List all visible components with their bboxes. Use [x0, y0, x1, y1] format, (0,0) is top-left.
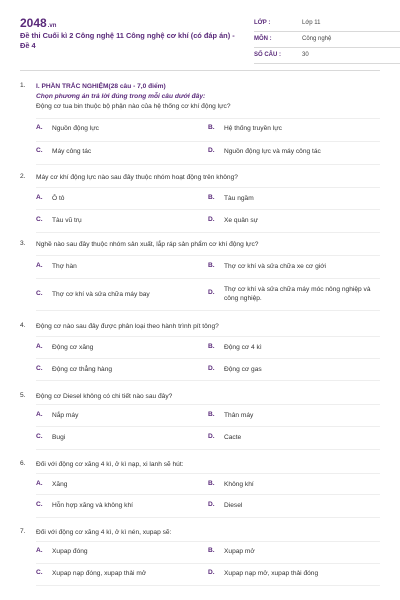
option-text: Xupap nạp đóng, xupap thải mở	[52, 570, 147, 577]
site-logo[interactable]	[20, 16, 56, 30]
option-text: Bugi	[52, 434, 66, 441]
option-separator	[36, 494, 380, 495]
option-letter: B.	[208, 124, 215, 131]
question-number: 6.	[20, 460, 26, 467]
meta-row-class	[254, 16, 400, 32]
question-number: 3.	[20, 240, 26, 247]
option-text: Không khí	[224, 481, 254, 488]
question-number: 2.	[20, 173, 26, 180]
option-separator	[36, 380, 380, 381]
question-number: 1.	[20, 82, 26, 89]
question-number: 5.	[20, 392, 26, 399]
section-instruction: Chọn phương án trả lời đúng trong mỗi câu dưới đây:	[36, 93, 206, 100]
option-letter: A.	[36, 194, 43, 201]
question-6	[20, 460, 380, 512]
option-letter: A.	[36, 262, 43, 269]
question-text: Đối với động cơ xăng 4 kì, ở kì nạp, xi lanh sẽ hút:	[36, 461, 184, 468]
option-text: Cacte	[224, 434, 242, 441]
option-text: Ô tô	[52, 195, 65, 202]
option-letter: D.	[208, 365, 215, 372]
section-title: I. PHẦN TRẮC NGHIỆM	[36, 83, 109, 90]
option-separator	[36, 232, 380, 233]
option-letter: B.	[208, 411, 215, 418]
option-text: Thợ hàn	[52, 263, 77, 270]
question-text: Động cơ tua bin thuộc bộ phận nào của hệ thống cơ khí động lực?	[36, 103, 231, 110]
option-separator	[36, 585, 380, 586]
header-divider	[20, 70, 380, 71]
option-text: Động cơ thẳng hàng	[52, 366, 113, 373]
option-letter: D.	[208, 147, 215, 154]
option-letter: A.	[36, 411, 43, 418]
option-separator	[36, 426, 380, 427]
option-separator	[36, 563, 380, 564]
meta-label: MÔN :	[254, 36, 272, 42]
option-letter: B.	[208, 480, 215, 487]
meta-row-count	[254, 48, 400, 64]
option-letter: B.	[208, 194, 215, 201]
option-text: Nguồn động lực và máy công tác	[224, 148, 321, 155]
question-7	[20, 528, 380, 580]
option-text: Tàu vũ trụ	[52, 217, 82, 224]
question-number: 7.	[20, 528, 26, 535]
option-letter: A.	[36, 480, 43, 487]
question-4	[20, 322, 380, 374]
option-letter: C.	[36, 290, 43, 297]
option-letter: D.	[208, 569, 215, 576]
option-separator	[36, 278, 380, 279]
option-text: Xupap nạp mở, xupap thải đóng	[224, 570, 319, 577]
option-text: Thân máy	[224, 412, 254, 419]
option-letter: D.	[208, 433, 215, 440]
option-letter: A.	[36, 547, 43, 554]
option-letter: D.	[208, 501, 215, 508]
option-text: Thợ cơ khí và sửa chữa máy móc nông nghiệp và công nghiệp.	[224, 286, 371, 302]
question-text: Nghề nào sau đây thuộc nhóm sản xuất, lắp ráp sản phẩm cơ khí động lực?	[36, 241, 259, 248]
option-text: Tàu ngầm	[224, 195, 254, 202]
option-letter: D.	[208, 289, 215, 296]
option-separator	[36, 310, 380, 311]
option-separator	[36, 541, 380, 542]
option-letter: C.	[36, 365, 43, 372]
question-text: Đối với động cơ xăng 4 kì, ở kì nén, xupap sẽ:	[36, 529, 172, 536]
option-text: Hệ thống truyền lực	[224, 125, 282, 132]
option-separator	[36, 141, 380, 142]
option-text: Máy công tác	[52, 148, 92, 155]
option-letter: B.	[208, 343, 215, 350]
option-text: Động cơ gas	[224, 366, 262, 373]
option-separator	[36, 517, 380, 518]
option-letter: B.	[208, 547, 215, 554]
option-letter: C.	[36, 433, 43, 440]
option-text: Xe quân sự	[224, 217, 259, 224]
section-score: (28 câu - 7,0 điểm)	[108, 83, 166, 90]
option-separator	[36, 358, 380, 359]
option-separator	[36, 118, 380, 119]
option-letter: A.	[36, 124, 43, 131]
option-text: Động cơ 4 kì	[224, 344, 262, 351]
meta-label: LỚP :	[254, 20, 271, 26]
option-letter: C.	[36, 216, 43, 223]
question-text-block	[36, 82, 376, 112]
option-letter: A.	[36, 343, 43, 350]
meta-row-subject	[254, 32, 400, 48]
question-2	[20, 173, 380, 225]
option-separator	[36, 164, 380, 165]
logo-text: 2048	[20, 16, 47, 30]
meta-label: SỐ CÂU :	[254, 52, 281, 58]
question-5	[20, 392, 380, 444]
option-text: Động cơ xăng	[52, 344, 94, 351]
question-text: Máy cơ khí động lực nào sau đây thuộc nhóm hoạt động trên không?	[36, 174, 238, 181]
question-text: Động cơ nào sau đây được phân loại theo hành trình pít tông?	[36, 323, 219, 330]
option-text: Xupap đóng	[52, 548, 88, 555]
exam-title: Đề thi Cuối kì 2 Công nghệ 11 Công nghệ cơ khí (có đáp án) - Đề 4	[20, 31, 235, 50]
option-letter: C.	[36, 147, 43, 154]
option-separator	[36, 404, 380, 405]
question-text: Động cơ Diesel không có chi tiết nào sau đây?	[36, 393, 173, 400]
option-separator	[36, 336, 380, 337]
option-text: Nắp máy	[52, 412, 79, 419]
question-3	[20, 240, 380, 302]
option-text: Xăng	[52, 481, 68, 488]
option-text: Nguồn động lực	[52, 125, 99, 132]
option-separator	[36, 255, 380, 256]
option-separator	[36, 187, 380, 188]
option-text: Thợ cơ khí và sửa chữa máy bay	[52, 291, 150, 298]
option-letter: C.	[36, 501, 43, 508]
option-text: Diesel	[224, 502, 243, 509]
meta-value: Lớp 11	[302, 20, 321, 26]
question-1	[20, 82, 380, 162]
option-text: Thợ cơ khí và sửa chữa xe cơ giới	[224, 263, 326, 270]
option-letter: B.	[208, 262, 215, 269]
option-text: Hỗn hợp xăng và không khí	[52, 502, 133, 509]
option-letter: C.	[36, 569, 43, 576]
meta-value: Công nghệ	[302, 36, 332, 42]
option-separator	[36, 449, 380, 450]
option-letter: D.	[208, 216, 215, 223]
exam-meta	[254, 16, 400, 64]
option-text: Xupap mở	[224, 548, 255, 555]
logo-text: .vn	[47, 23, 57, 29]
meta-value: 30	[302, 52, 309, 58]
option-separator	[36, 209, 380, 210]
exam-header	[20, 16, 380, 62]
question-number: 4.	[20, 322, 26, 329]
option-separator	[36, 473, 380, 474]
